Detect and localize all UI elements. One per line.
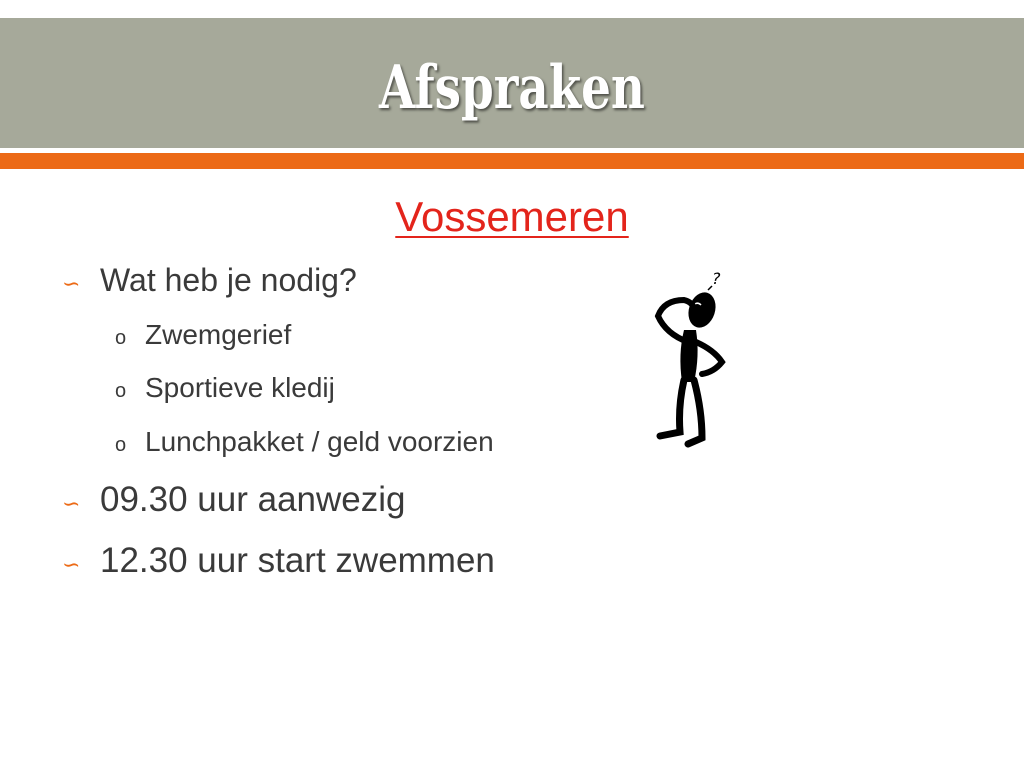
sub-bullet-item <box>115 372 335 404</box>
sub-bullet-icon: o <box>115 380 127 402</box>
question-mark-icon: ? <box>712 269 721 288</box>
sub-bullet-item <box>115 319 291 351</box>
accent-bar <box>0 153 1024 169</box>
slide-subtitle: Vossemeren <box>395 193 629 240</box>
bullet-icon: ∽ <box>62 492 79 517</box>
sub-bullet-text: Zwemgerief <box>145 319 292 350</box>
bullet-item <box>62 541 495 581</box>
sub-bullet-text: Sportieve kledij <box>145 372 335 403</box>
bullet-item <box>62 480 406 520</box>
sub-bullet-item <box>115 426 494 458</box>
slide-title: Afspraken <box>379 53 645 123</box>
bullet-icon: ∽ <box>62 272 79 297</box>
bullet-item <box>62 262 357 299</box>
bullet-text: 12.30 uur start zwemmen <box>100 541 495 580</box>
bullet-text: 09.30 uur aanwezig <box>100 480 406 519</box>
bullet-icon: ∽ <box>62 553 79 578</box>
bullet-text: Wat heb je nodig? <box>100 262 357 298</box>
sub-bullet-icon: o <box>115 434 127 456</box>
sub-bullet-icon: o <box>115 327 127 349</box>
thinking-person-icon <box>648 264 738 450</box>
sub-bullet-text: Lunchpakket / geld voorzien <box>145 426 494 457</box>
